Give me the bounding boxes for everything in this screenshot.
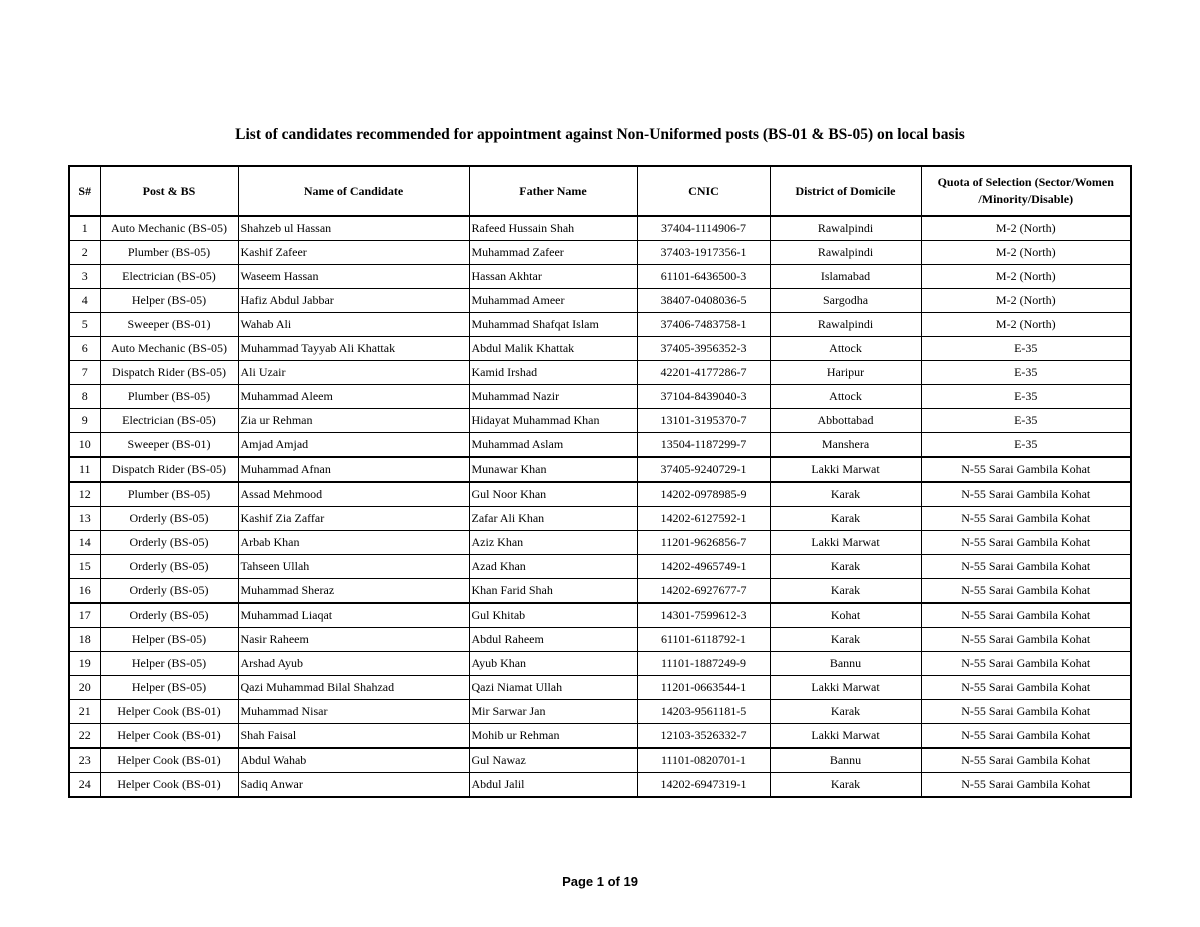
cell-father-name: Munawar Khan xyxy=(469,457,637,482)
cell-father-name: Aziz Khan xyxy=(469,531,637,555)
cell-post: Orderly (BS-05) xyxy=(100,507,238,531)
cell-cnic: 37405-9240729-1 xyxy=(637,457,770,482)
cell-domicile: Manshera xyxy=(770,433,921,458)
cell-quota: N-55 Sarai Gambila Kohat xyxy=(921,724,1131,749)
cell-domicile: Kohat xyxy=(770,603,921,628)
cell-candidate-name: Muhammad Tayyab Ali Khattak xyxy=(238,337,469,361)
cell-serial: 5 xyxy=(69,313,100,337)
cell-cnic: 14202-6127592-1 xyxy=(637,507,770,531)
cell-father-name: Muhammad Zafeer xyxy=(469,241,637,265)
cell-candidate-name: Zia ur Rehman xyxy=(238,409,469,433)
table-row xyxy=(69,361,1131,385)
header-cnic: CNIC xyxy=(637,166,770,216)
table-row xyxy=(69,773,1131,798)
cell-serial: 9 xyxy=(69,409,100,433)
cell-father-name: Kamid Irshad xyxy=(469,361,637,385)
cell-serial: 21 xyxy=(69,700,100,724)
cell-quota: E-35 xyxy=(921,337,1131,361)
table-row xyxy=(69,289,1131,313)
cell-serial: 13 xyxy=(69,507,100,531)
cell-cnic: 37406-7483758-1 xyxy=(637,313,770,337)
cell-candidate-name: Waseem Hassan xyxy=(238,265,469,289)
cell-candidate-name: Arshad Ayub xyxy=(238,652,469,676)
table-body xyxy=(69,216,1131,797)
cell-post: Orderly (BS-05) xyxy=(100,555,238,579)
cell-father-name: Rafeed Hussain Shah xyxy=(469,216,637,241)
cell-domicile: Rawalpindi xyxy=(770,313,921,337)
cell-father-name: Hassan Akhtar xyxy=(469,265,637,289)
cell-cnic: 11201-0663544-1 xyxy=(637,676,770,700)
cell-candidate-name: Amjad Amjad xyxy=(238,433,469,458)
cell-serial: 10 xyxy=(69,433,100,458)
cell-father-name: Muhammad Shafqat Islam xyxy=(469,313,637,337)
cell-father-name: Mohib ur Rehman xyxy=(469,724,637,749)
cell-domicile: Haripur xyxy=(770,361,921,385)
cell-father-name: Khan Farid Shah xyxy=(469,579,637,604)
cell-quota: M-2 (North) xyxy=(921,241,1131,265)
cell-candidate-name: Wahab Ali xyxy=(238,313,469,337)
cell-cnic: 42201-4177286-7 xyxy=(637,361,770,385)
table-row xyxy=(69,241,1131,265)
cell-serial: 2 xyxy=(69,241,100,265)
cell-domicile: Bannu xyxy=(770,652,921,676)
cell-cnic: 11101-0820701-1 xyxy=(637,748,770,773)
cell-cnic: 11201-9626856-7 xyxy=(637,531,770,555)
cell-quota: N-55 Sarai Gambila Kohat xyxy=(921,652,1131,676)
cell-post: Plumber (BS-05) xyxy=(100,482,238,507)
cell-candidate-name: Sadiq Anwar xyxy=(238,773,469,798)
cell-domicile: Rawalpindi xyxy=(770,216,921,241)
cell-domicile: Karak xyxy=(770,628,921,652)
cell-candidate-name: Ali Uzair xyxy=(238,361,469,385)
cell-candidate-name: Abdul Wahab xyxy=(238,748,469,773)
cell-serial: 14 xyxy=(69,531,100,555)
document-title: List of candidates recommended for appointment against Non-Uniformed posts (BS-01 & BS-05) on local basis xyxy=(235,126,965,143)
cell-father-name: Abdul Malik Khattak xyxy=(469,337,637,361)
cell-quota: E-35 xyxy=(921,361,1131,385)
cell-quota: E-35 xyxy=(921,385,1131,409)
cell-post: Helper (BS-05) xyxy=(100,676,238,700)
cell-candidate-name: Qazi Muhammad Bilal Shahzad xyxy=(238,676,469,700)
cell-serial: 16 xyxy=(69,579,100,604)
cell-post: Electrician (BS-05) xyxy=(100,265,238,289)
cell-serial: 6 xyxy=(69,337,100,361)
table-row xyxy=(69,457,1131,482)
cell-quota: N-55 Sarai Gambila Kohat xyxy=(921,773,1131,798)
cell-father-name: Gul Khitab xyxy=(469,603,637,628)
cell-cnic: 13504-1187299-7 xyxy=(637,433,770,458)
cell-cnic: 13101-3195370-7 xyxy=(637,409,770,433)
table-row xyxy=(69,313,1131,337)
cell-cnic: 37403-1917356-1 xyxy=(637,241,770,265)
cell-father-name: Gul Noor Khan xyxy=(469,482,637,507)
cell-serial: 17 xyxy=(69,603,100,628)
cell-domicile: Rawalpindi xyxy=(770,241,921,265)
table-row xyxy=(69,652,1131,676)
cell-serial: 15 xyxy=(69,555,100,579)
cell-cnic: 14202-4965749-1 xyxy=(637,555,770,579)
cell-father-name: Abdul Jalil xyxy=(469,773,637,798)
cell-serial: 1 xyxy=(69,216,100,241)
cell-post: Plumber (BS-05) xyxy=(100,385,238,409)
cell-father-name: Zafar Ali Khan xyxy=(469,507,637,531)
cell-father-name: Mir Sarwar Jan xyxy=(469,700,637,724)
cell-domicile: Attock xyxy=(770,337,921,361)
cell-post: Helper (BS-05) xyxy=(100,628,238,652)
cell-cnic: 61101-6118792-1 xyxy=(637,628,770,652)
cell-post: Sweeper (BS-01) xyxy=(100,313,238,337)
cell-domicile: Attock xyxy=(770,385,921,409)
cell-candidate-name: Nasir Raheem xyxy=(238,628,469,652)
cell-quota: N-55 Sarai Gambila Kohat xyxy=(921,457,1131,482)
cell-serial: 19 xyxy=(69,652,100,676)
header-domicile: District of Domicile xyxy=(770,166,921,216)
table-header-row xyxy=(69,166,1131,216)
cell-quota: M-2 (North) xyxy=(921,313,1131,337)
cell-post: Orderly (BS-05) xyxy=(100,579,238,604)
cell-cnic: 37104-8439040-3 xyxy=(637,385,770,409)
cell-post: Sweeper (BS-01) xyxy=(100,433,238,458)
page-number: Page 1 of 19 xyxy=(562,874,638,889)
cell-domicile: Karak xyxy=(770,773,921,798)
cell-serial: 22 xyxy=(69,724,100,749)
cell-domicile: Karak xyxy=(770,700,921,724)
cell-candidate-name: Shahzeb ul Hassan xyxy=(238,216,469,241)
table-row xyxy=(69,579,1131,604)
cell-serial: 24 xyxy=(69,773,100,798)
header-quota: Quota of Selection (Sector/Women /Minority/Disable) xyxy=(921,166,1131,216)
cell-cnic: 38407-0408036-5 xyxy=(637,289,770,313)
cell-quota: N-55 Sarai Gambila Kohat xyxy=(921,603,1131,628)
cell-candidate-name: Kashif Zafeer xyxy=(238,241,469,265)
cell-post: Helper (BS-05) xyxy=(100,652,238,676)
table-row xyxy=(69,385,1131,409)
cell-domicile: Karak xyxy=(770,555,921,579)
table-row xyxy=(69,409,1131,433)
cell-candidate-name: Shah Faisal xyxy=(238,724,469,749)
cell-candidate-name: Muhammad Aleem xyxy=(238,385,469,409)
table-row xyxy=(69,337,1131,361)
cell-domicile: Islamabad xyxy=(770,265,921,289)
cell-candidate-name: Hafiz Abdul Jabbar xyxy=(238,289,469,313)
header-post: Post & BS xyxy=(100,166,238,216)
cell-father-name: Muhammad Aslam xyxy=(469,433,637,458)
cell-serial: 20 xyxy=(69,676,100,700)
cell-domicile: Sargodha xyxy=(770,289,921,313)
cell-father-name: Hidayat Muhammad Khan xyxy=(469,409,637,433)
table-row xyxy=(69,433,1131,458)
header-father-name: Father Name xyxy=(469,166,637,216)
cell-post: Helper Cook (BS-01) xyxy=(100,700,238,724)
cell-cnic: 14202-6947319-1 xyxy=(637,773,770,798)
cell-father-name: Gul Nawaz xyxy=(469,748,637,773)
cell-domicile: Abbottabad xyxy=(770,409,921,433)
cell-candidate-name: Muhammad Nisar xyxy=(238,700,469,724)
table-row xyxy=(69,507,1131,531)
cell-serial: 3 xyxy=(69,265,100,289)
cell-domicile: Lakki Marwat xyxy=(770,531,921,555)
cell-post: Auto Mechanic (BS-05) xyxy=(100,337,238,361)
cell-domicile: Bannu xyxy=(770,748,921,773)
cell-cnic: 37405-3956352-3 xyxy=(637,337,770,361)
cell-post: Electrician (BS-05) xyxy=(100,409,238,433)
table-row xyxy=(69,265,1131,289)
cell-quota: M-2 (North) xyxy=(921,289,1131,313)
cell-cnic: 37404-1114906-7 xyxy=(637,216,770,241)
cell-cnic: 14202-6927677-7 xyxy=(637,579,770,604)
cell-domicile: Lakki Marwat xyxy=(770,724,921,749)
cell-father-name: Azad Khan xyxy=(469,555,637,579)
cell-quota: M-2 (North) xyxy=(921,216,1131,241)
table-row xyxy=(69,628,1131,652)
cell-candidate-name: Kashif Zia Zaffar xyxy=(238,507,469,531)
cell-candidate-name: Muhammad Liaqat xyxy=(238,603,469,628)
cell-serial: 23 xyxy=(69,748,100,773)
cell-post: Helper Cook (BS-01) xyxy=(100,773,238,798)
table-row xyxy=(69,724,1131,749)
cell-quota: N-55 Sarai Gambila Kohat xyxy=(921,628,1131,652)
cell-candidate-name: Muhammad Sheraz xyxy=(238,579,469,604)
table-row xyxy=(69,603,1131,628)
cell-quota: M-2 (North) xyxy=(921,265,1131,289)
cell-post: Orderly (BS-05) xyxy=(100,603,238,628)
cell-serial: 11 xyxy=(69,457,100,482)
table-row xyxy=(69,700,1131,724)
cell-candidate-name: Arbab Khan xyxy=(238,531,469,555)
table-row xyxy=(69,676,1131,700)
cell-post: Plumber (BS-05) xyxy=(100,241,238,265)
cell-serial: 4 xyxy=(69,289,100,313)
candidates-table xyxy=(68,165,1132,798)
cell-father-name: Ayub Khan xyxy=(469,652,637,676)
table-row xyxy=(69,531,1131,555)
cell-cnic: 14202-0978985-9 xyxy=(637,482,770,507)
cell-quota: N-55 Sarai Gambila Kohat xyxy=(921,531,1131,555)
cell-cnic: 11101-1887249-9 xyxy=(637,652,770,676)
cell-domicile: Lakki Marwat xyxy=(770,457,921,482)
table-row xyxy=(69,216,1131,241)
cell-domicile: Karak xyxy=(770,482,921,507)
cell-post: Helper Cook (BS-01) xyxy=(100,748,238,773)
cell-post: Helper (BS-05) xyxy=(100,289,238,313)
cell-quota: N-55 Sarai Gambila Kohat xyxy=(921,482,1131,507)
header-candidate-name: Name of Candidate xyxy=(238,166,469,216)
cell-serial: 12 xyxy=(69,482,100,507)
cell-quota: N-55 Sarai Gambila Kohat xyxy=(921,507,1131,531)
cell-post: Orderly (BS-05) xyxy=(100,531,238,555)
cell-quota: N-55 Sarai Gambila Kohat xyxy=(921,555,1131,579)
table-row xyxy=(69,748,1131,773)
cell-post: Dispatch Rider (BS-05) xyxy=(100,361,238,385)
cell-candidate-name: Assad Mehmood xyxy=(238,482,469,507)
cell-candidate-name: Muhammad Afnan xyxy=(238,457,469,482)
table-row xyxy=(69,555,1131,579)
cell-quota: N-55 Sarai Gambila Kohat xyxy=(921,748,1131,773)
cell-quota: N-55 Sarai Gambila Kohat xyxy=(921,676,1131,700)
cell-father-name: Abdul Raheem xyxy=(469,628,637,652)
cell-cnic: 61101-6436500-3 xyxy=(637,265,770,289)
cell-quota: N-55 Sarai Gambila Kohat xyxy=(921,579,1131,604)
cell-serial: 7 xyxy=(69,361,100,385)
cell-post: Auto Mechanic (BS-05) xyxy=(100,216,238,241)
cell-father-name: Qazi Niamat Ullah xyxy=(469,676,637,700)
cell-domicile: Lakki Marwat xyxy=(770,676,921,700)
cell-quota: N-55 Sarai Gambila Kohat xyxy=(921,700,1131,724)
cell-domicile: Karak xyxy=(770,579,921,604)
cell-serial: 18 xyxy=(69,628,100,652)
cell-quota: E-35 xyxy=(921,409,1131,433)
cell-serial: 8 xyxy=(69,385,100,409)
cell-father-name: Muhammad Ameer xyxy=(469,289,637,313)
cell-cnic: 14301-7599612-3 xyxy=(637,603,770,628)
cell-father-name: Muhammad Nazir xyxy=(469,385,637,409)
header-serial: S# xyxy=(69,166,100,216)
cell-candidate-name: Tahseen Ullah xyxy=(238,555,469,579)
table-row xyxy=(69,482,1131,507)
cell-cnic: 14203-9561181-5 xyxy=(637,700,770,724)
cell-domicile: Karak xyxy=(770,507,921,531)
cell-post: Helper Cook (BS-01) xyxy=(100,724,238,749)
cell-cnic: 12103-3526332-7 xyxy=(637,724,770,749)
cell-quota: E-35 xyxy=(921,433,1131,458)
cell-post: Dispatch Rider (BS-05) xyxy=(100,457,238,482)
